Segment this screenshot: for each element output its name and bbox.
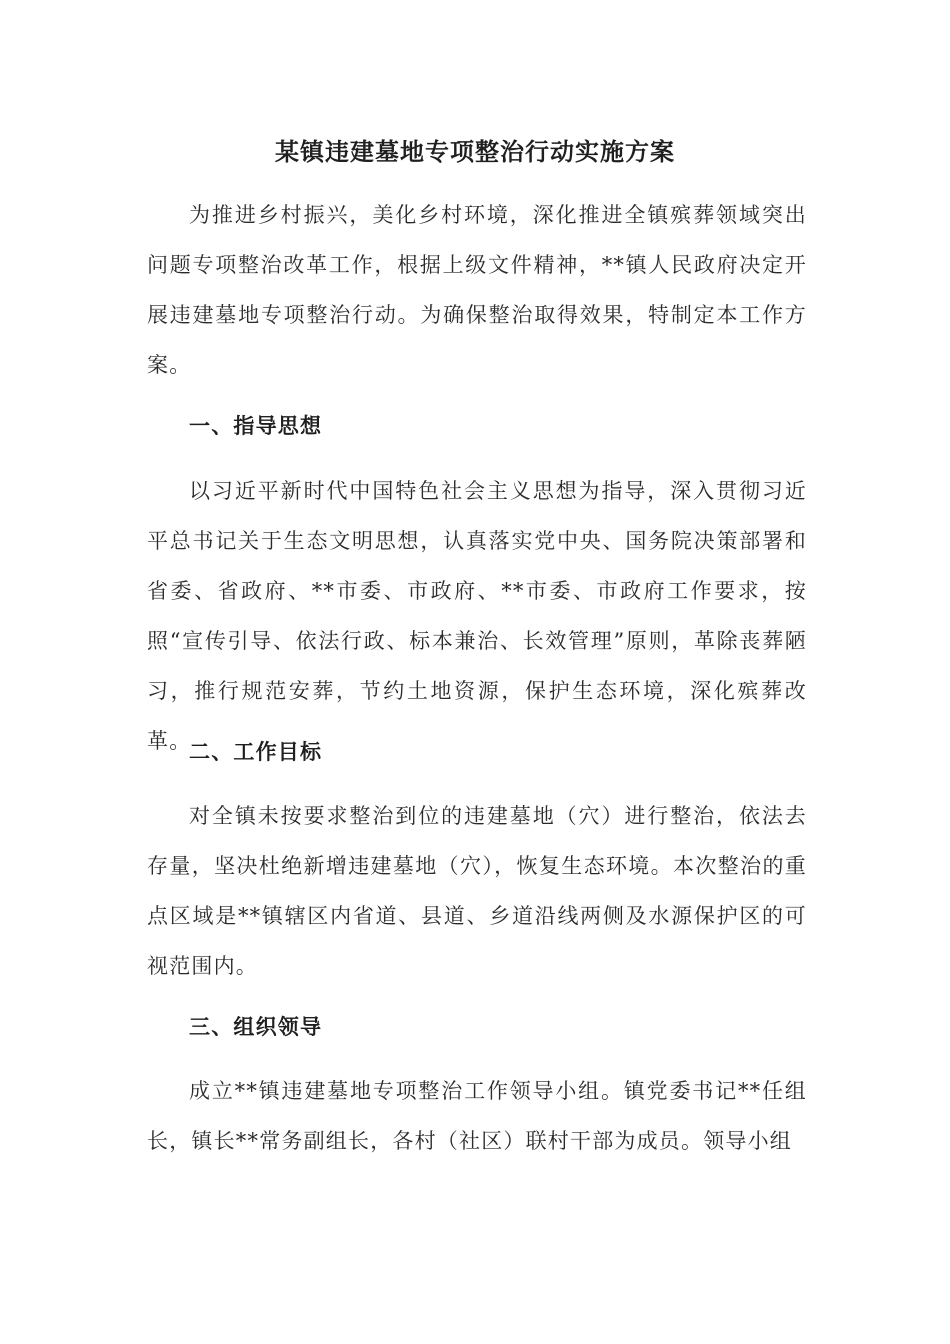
- section-heading-guiding-ideology: 一、指导思想: [189, 413, 323, 438]
- section-heading-organization: 三、组织领导: [189, 1014, 323, 1039]
- section-heading-work-goals: 二、工作目标: [189, 739, 323, 764]
- section-paragraph-organization: 成立**镇违建墓地专项整治工作领导小组。镇党委书记**任组长，镇长**常务副组长，各村（社区）联村干部为成员。领导小组: [147, 1079, 807, 1153]
- document-title: 某镇违建墓地专项整治行动实施方案: [275, 137, 675, 166]
- section-paragraph-guiding-ideology: 以习近平新时代中国特色社会主义思想为指导，深入贯彻习近平总书记关于生态文明思想，认真落实党中央、国务院决策部署和省委、省政府、**市委、市政府、**市委、市政府工作要求，按照“宣传引导、依法行政、标本兼治、长效管理”原则，革除丧葬陋习，推行规范安葬，节约土地资源，保护生态环境，深化殡葬改革。: [147, 479, 807, 753]
- section-paragraph-work-goals: 对全镇未按要求整治到位的违建墓地（穴）进行整治，依法去存量，坚决杜绝新增违建墓地（穴），恢复生态环境。本次整治的重点区域是**镇辖区内省道、县道、乡道沿线两侧及水源保护区的可视范围内。: [147, 804, 807, 978]
- intro-paragraph: 为推进乡村振兴，美化乡村环境，深化推进全镇殡葬领域突出问题专项整治改革工作，根据上级文件精神，**镇人民政府决定开展违建墓地专项整治行动。为确保整治取得效果，特制定本工作方案。: [147, 203, 807, 377]
